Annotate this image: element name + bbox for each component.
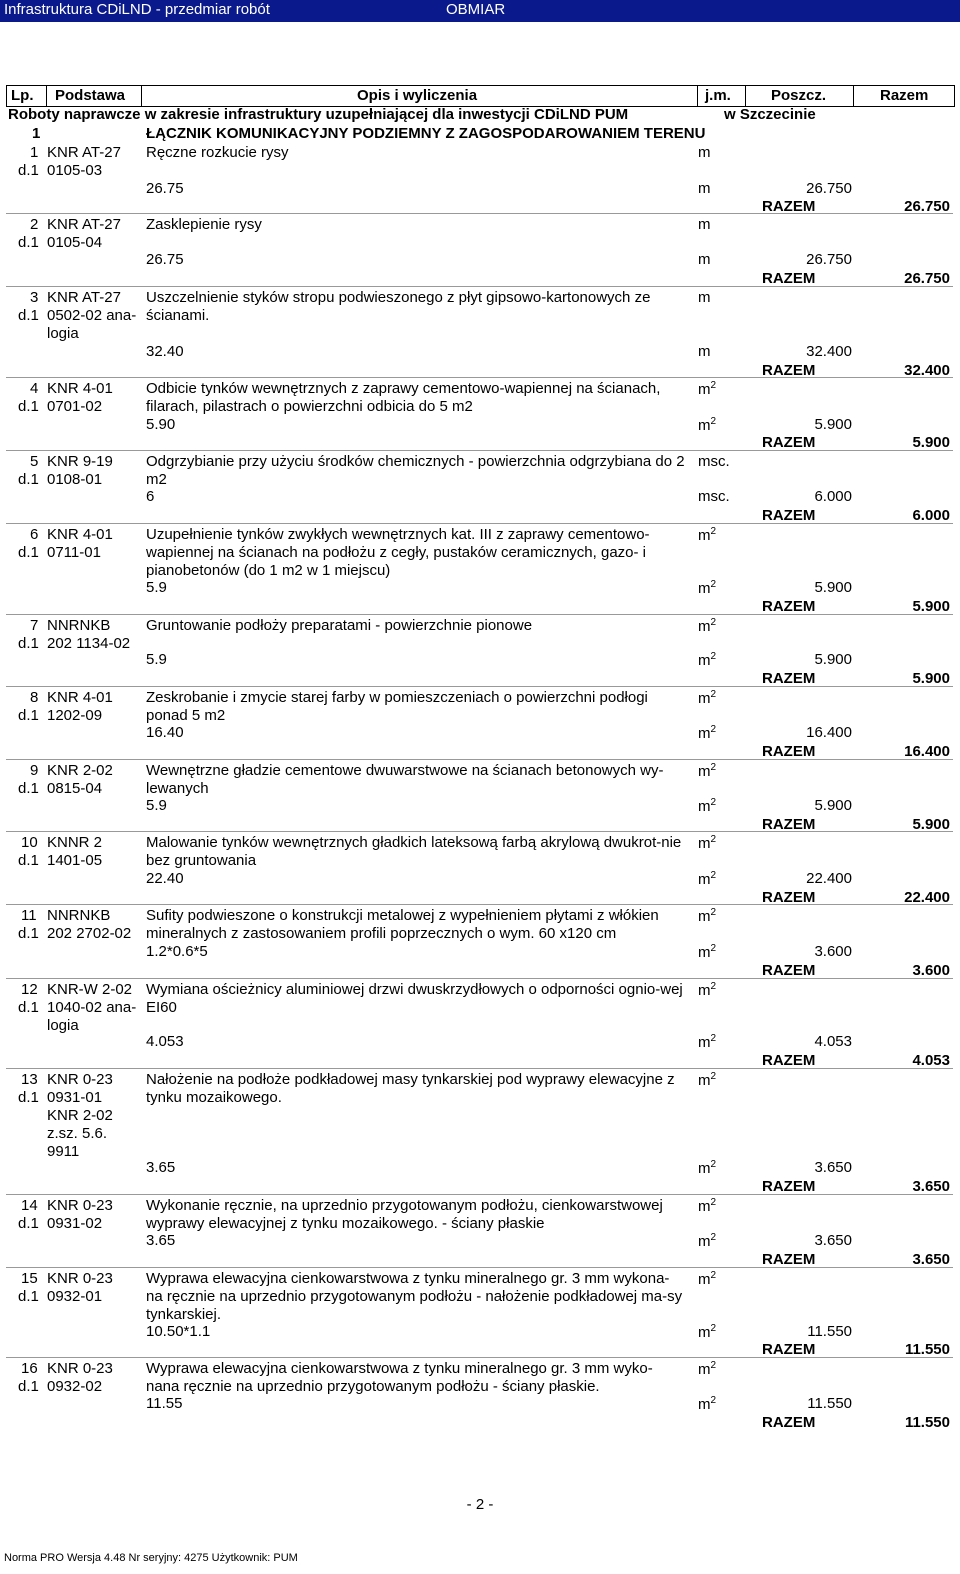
- item-sub: d.1: [18, 635, 39, 652]
- item-unit: m: [698, 289, 711, 306]
- razem-value: 22.400: [904, 889, 950, 906]
- item-calc-unit: $m^2$: [698, 1159, 717, 1177]
- item-unit: $m^2$: [698, 907, 717, 925]
- item-sub: d.1: [18, 1215, 39, 1232]
- table-header: [6, 85, 955, 107]
- item-calculation: 26.75: [146, 180, 184, 197]
- item-separator: [6, 1068, 953, 1069]
- item-sub: d.1: [18, 398, 39, 415]
- item-calc-unit: $m^2$: [698, 797, 717, 815]
- razem-label: RAZEM: [762, 743, 816, 760]
- item-calculation: 10.50*1.1: [146, 1323, 211, 1340]
- item-poszcz: 26.750: [806, 180, 852, 197]
- razem-value: 5.900: [912, 816, 950, 833]
- item-calculation: 1.2*0.6*5: [146, 943, 208, 960]
- item-unit: $m^2$: [698, 981, 717, 999]
- item-poszcz: 6.000: [814, 488, 852, 505]
- item-calc-unit: $m^2$: [698, 1232, 717, 1250]
- item-calculation: 5.9: [146, 651, 167, 668]
- item-poszcz: 3.600: [814, 943, 852, 960]
- item-separator: [6, 523, 953, 524]
- item-description: Odgrzybianie przy użyciu środków chemicznych - powierzchnia odgrzybiana do 2 m2: [146, 453, 685, 488]
- item-podstawa: KNR AT-27: [47, 289, 121, 306]
- item-number: 11: [21, 907, 37, 924]
- item-calc-unit: m: [698, 343, 711, 360]
- item-description: Uszczelnienie styków stropu podwieszonego z płyt gipsowo-kartonowych ze ścianami.: [146, 289, 651, 324]
- item-podstawa: KNR 0-23: [47, 1360, 113, 1377]
- window-title: Infrastruktura CDiLND - przedmiar robót: [4, 1, 270, 18]
- razem-value: 26.750: [904, 198, 950, 215]
- item-sub: d.1: [18, 1089, 39, 1106]
- item-separator: [6, 1357, 953, 1358]
- item-podstawa: KNNR 2: [47, 834, 103, 851]
- razem-label: RAZEM: [762, 1414, 816, 1431]
- item-sub: d.1: [18, 1378, 39, 1395]
- item-number: 1: [30, 144, 39, 161]
- item-calculation: 26.75: [146, 251, 184, 268]
- item-separator: [6, 904, 953, 905]
- razem-label: RAZEM: [762, 816, 816, 833]
- item-unit: $m^2$: [698, 1360, 717, 1378]
- item-calc-unit: m: [698, 180, 711, 197]
- item-description: Wewnętrzne gładzie cementowe dwuwarstwowe na ścianach betonowych wy-lewanych: [146, 762, 664, 797]
- item-podstawa: 202 2702-02: [47, 925, 132, 942]
- header-podstawa: Podstawa: [55, 87, 126, 104]
- item-poszcz: 5.900: [814, 579, 852, 596]
- item-description: Gruntowanie podłoży preparatami - powierzchnie pionowe: [146, 617, 533, 634]
- item-poszcz: 5.900: [814, 416, 852, 433]
- razem-label: RAZEM: [762, 889, 816, 906]
- item-calc-unit: $m^2$: [698, 1033, 717, 1051]
- item-sub: d.1: [18, 780, 39, 797]
- item-number: 3: [30, 289, 39, 306]
- item-poszcz: 5.900: [814, 651, 852, 668]
- razem-label: RAZEM: [762, 670, 816, 687]
- item-podstawa: 0932-02: [47, 1378, 103, 1395]
- razem-value: 26.750: [904, 270, 950, 287]
- header-lp: Lp.: [11, 87, 34, 104]
- item-calculation: 22.40: [146, 870, 184, 887]
- item-description: Wyprawa elewacyjna cienkowarstwowa z tynku mineralnego gr. 3 mm wykona-na ręcznie na uprzednio przygotowanym podłożu - nałożenie podkładowej ma-sy tynkarskiej.: [146, 1270, 683, 1323]
- item-calc-unit: $m^2$: [698, 1323, 717, 1341]
- item-podstawa: KNR AT-27: [47, 144, 121, 161]
- item-number: 4: [30, 380, 39, 397]
- item-separator: [6, 1267, 953, 1268]
- item-unit: $m^2$: [698, 762, 717, 780]
- item-podstawa: 9911: [47, 1143, 80, 1160]
- item-number: 6: [30, 526, 39, 543]
- item-description: Uzupełnienie tynków zwykłych wewnętrznych kat. III z zaprawy cementowo-wapiennej na ścianach na podłożu z cegły, pustaków ceramicznych, gazo- i pianobetonów (do 1 m2 w 1 miejscu): [146, 526, 650, 579]
- item-calculation: 3.65: [146, 1232, 176, 1249]
- item-podstawa: KNR-W 2-02: [47, 981, 133, 998]
- header-razem: Razem: [880, 87, 929, 104]
- header-jm: j.m.: [705, 87, 731, 104]
- item-number: 16: [21, 1360, 38, 1377]
- item-description: Wyprawa elewacyjna cienkowarstwowa z tynku mineralnego gr. 3 mm wyko-nana ręcznie na uprzednio przygotowanym podłożu - ściany płaskie.: [146, 1360, 653, 1395]
- item-unit: $m^2$: [698, 380, 717, 398]
- item-podstawa: KNR 2-02: [47, 1107, 113, 1124]
- razem-label: RAZEM: [762, 507, 816, 524]
- item-number: 14: [21, 1197, 38, 1214]
- item-description: Ręczne rozkucie rysy: [146, 144, 289, 161]
- item-sub: d.1: [18, 925, 39, 942]
- item-podstawa: 1040-02 ana-: [47, 999, 137, 1016]
- item-podstawa: z.sz. 5.6.: [47, 1125, 108, 1142]
- page-number: - 2 -: [466, 1496, 494, 1513]
- razem-value: 32.400: [904, 362, 950, 379]
- item-poszcz: 5.900: [814, 797, 852, 814]
- item-calc-unit: msc.: [698, 488, 730, 505]
- item-description: Odbicie tynków wewnętrznych z zaprawy cementowo-wapiennej na ścianach, filarach, pilastrach o powierzchni odbicia do 5 m2: [146, 380, 661, 415]
- item-podstawa: 202 1134-02: [47, 635, 131, 652]
- item-description: Wymiana ościeżnicy aluminiowej drzwi dwuskrzydłowych o odporności ognio-wej EI60: [146, 981, 683, 1016]
- item-podstawa: KNR 0-23: [47, 1270, 113, 1287]
- item-unit: m: [698, 144, 711, 161]
- razem-value: 3.650: [912, 1251, 950, 1268]
- item-separator: [6, 450, 953, 451]
- item-calculation: 16.40: [146, 724, 184, 741]
- item-number: 5: [30, 453, 39, 470]
- item-calculation: 5.9: [146, 579, 167, 596]
- item-calc-unit: m: [698, 251, 711, 268]
- item-sub: d.1: [18, 544, 39, 561]
- item-podstawa: 0931-02: [47, 1215, 103, 1232]
- item-podstawa: logia: [47, 1017, 79, 1034]
- item-calc-unit: $m^2$: [698, 651, 717, 669]
- item-poszcz: 32.400: [806, 343, 852, 360]
- item-podstawa: logia: [47, 325, 79, 342]
- item-sub: d.1: [18, 307, 39, 324]
- item-calc-unit: $m^2$: [698, 1395, 717, 1413]
- item-calc-unit: $m^2$: [698, 416, 717, 434]
- razem-label: RAZEM: [762, 198, 816, 215]
- item-separator: [6, 213, 953, 214]
- item-number: 15: [21, 1270, 38, 1287]
- item-podstawa: KNR 2-02: [47, 762, 113, 779]
- item-podstawa: 0701-02: [47, 398, 103, 415]
- item-podstawa: KNR 9-19: [47, 453, 113, 470]
- item-calc-unit: $m^2$: [698, 579, 717, 597]
- item-poszcz: 11.550: [807, 1395, 852, 1412]
- razem-value: 3.600: [912, 962, 950, 979]
- item-podstawa: KNR 0-23: [47, 1071, 113, 1088]
- item-sub: d.1: [18, 1288, 39, 1305]
- item-sub: d.1: [18, 707, 39, 724]
- item-number: 9: [30, 762, 39, 779]
- item-podstawa: KNR 4-01: [47, 689, 113, 706]
- item-description: Zeskrobanie i zmycie starej farby w pomieszczeniach o powierzchni podłogi ponad 5 m2: [146, 689, 648, 724]
- item-calculation: 11.55: [146, 1395, 183, 1412]
- item-unit: msc.: [698, 453, 730, 470]
- item-calculation: 3.65: [146, 1159, 176, 1176]
- item-unit: $m^2$: [698, 1270, 717, 1288]
- item-podstawa: 0815-04: [47, 780, 103, 797]
- item-podstawa: 0931-01: [47, 1089, 103, 1106]
- razem-label: RAZEM: [762, 1251, 816, 1268]
- item-poszcz: 16.400: [806, 724, 852, 741]
- item-sub: d.1: [18, 852, 39, 869]
- title-bar: [0, 0, 960, 22]
- item-podstawa: 1401-05: [47, 852, 103, 869]
- project-title: Roboty naprawcze w zakresie infrastruktury uzupełniającej dla inwestycji CDiLND PUM: [8, 106, 629, 123]
- razem-label: RAZEM: [762, 362, 816, 379]
- item-description: Nałożenie na podłoże podkładowej masy tynkarskiej pod wyprawy elewacyjne z tynku mozaikowego.: [146, 1071, 675, 1106]
- item-podstawa: KNR 4-01: [47, 380, 113, 397]
- razem-label: RAZEM: [762, 962, 816, 979]
- section-title: OBMIAR: [446, 1, 506, 18]
- item-unit: $m^2$: [698, 617, 717, 635]
- section-num: 1: [32, 125, 41, 142]
- item-unit: $m^2$: [698, 834, 717, 852]
- razem-label: RAZEM: [762, 1052, 816, 1069]
- item-unit: $m^2$: [698, 526, 717, 544]
- item-podstawa: KNR AT-27: [47, 216, 121, 233]
- item-calc-unit: $m^2$: [698, 943, 717, 961]
- item-sub: d.1: [18, 471, 39, 488]
- item-description: Wykonanie ręcznie, na uprzednio przygotowanym podłożu, cienkowarstwowej wyprawy elewacyjnej z tynku mozaikowego. - ściany płaskie: [146, 1197, 663, 1232]
- item-separator: [6, 286, 953, 287]
- item-poszcz: 3.650: [814, 1232, 852, 1249]
- header-opis: Opis i wyliczenia: [357, 87, 478, 104]
- razem-label: RAZEM: [762, 270, 816, 287]
- razem-label: RAZEM: [762, 598, 816, 615]
- razem-label: RAZEM: [762, 1178, 816, 1195]
- item-calculation: 5.9: [146, 797, 167, 814]
- item-calculation: 32.40: [146, 343, 184, 360]
- item-poszcz: 22.400: [806, 870, 852, 887]
- item-number: 2: [30, 216, 39, 233]
- item-number: 13: [21, 1071, 38, 1088]
- item-description: Malowanie tynków wewnętrznych gładkich lateksową farbą akrylową dwukrot-nie bez gruntowania: [146, 834, 682, 869]
- footer-text: Norma PRO Wersja 4.48 Nr seryjny: 4275 Użytkownik: PUM: [4, 1552, 298, 1564]
- item-poszcz: 3.650: [814, 1159, 852, 1176]
- header-poszcz: Poszcz.: [771, 87, 827, 104]
- item-podstawa: 0105-04: [47, 234, 103, 251]
- item-description: Zasklepienie rysy: [146, 216, 262, 233]
- item-sub: d.1: [18, 234, 39, 251]
- razem-value: 5.900: [912, 434, 950, 451]
- razem-value: 6.000: [912, 507, 950, 524]
- item-calc-unit: $m^2$: [698, 870, 717, 888]
- item-poszcz: 11.550: [807, 1323, 852, 1340]
- razem-value: 11.550: [904, 1341, 950, 1358]
- item-number: 10: [21, 834, 38, 851]
- item-separator: [6, 377, 953, 378]
- item-separator: [6, 1194, 953, 1195]
- item-poszcz: 26.750: [806, 251, 852, 268]
- item-calc-unit: $m^2$: [698, 724, 717, 742]
- item-sub: d.1: [18, 999, 39, 1016]
- item-podstawa: KNR 4-01: [47, 526, 113, 543]
- razem-value: 16.400: [904, 743, 950, 760]
- item-number: 12: [21, 981, 38, 998]
- section-title-text: ŁĄCZNIK KOMUNIKACYJNY PODZIEMNY Z ZAGOSPODAROWANIEM TERENU: [146, 125, 706, 142]
- project-location: w Szczecinie: [724, 106, 816, 123]
- item-podstawa: 0932-01: [47, 1288, 103, 1305]
- item-podstawa: 0711-01: [47, 544, 101, 561]
- item-separator: [6, 686, 953, 687]
- item-podstawa: KNR 0-23: [47, 1197, 113, 1214]
- item-calculation: 4.053: [146, 1033, 184, 1050]
- razem-value: 4.053: [912, 1052, 950, 1069]
- item-number: 8: [30, 689, 39, 706]
- item-unit: $m^2$: [698, 1197, 717, 1215]
- item-number: 7: [30, 617, 39, 634]
- item-calculation: 6: [146, 488, 155, 505]
- item-unit: m: [698, 216, 711, 233]
- razem-value: 3.650: [912, 1178, 950, 1195]
- item-podstawa: NNRNKB: [47, 617, 111, 634]
- item-poszcz: 4.053: [814, 1033, 852, 1050]
- item-podstawa: 0108-01: [47, 471, 103, 488]
- razem-value: 5.900: [912, 598, 950, 615]
- item-podstawa: 0105-03: [47, 162, 103, 179]
- item-unit: $m^2$: [698, 1071, 717, 1089]
- item-separator: [6, 978, 953, 979]
- razem-label: RAZEM: [762, 1341, 816, 1358]
- item-calculation: 5.90: [146, 416, 176, 433]
- razem-value: 11.550: [904, 1414, 950, 1431]
- item-separator: [6, 614, 953, 615]
- item-podstawa: 1202-09: [47, 707, 103, 724]
- item-description: Sufity podwieszone o konstrukcji metalowej z wypełnieniem płytami z włókien mineralnych z zastosowaniem profili poprzecznych o wym. 60 x120 cm: [146, 907, 659, 942]
- item-unit: $m^2$: [698, 689, 717, 707]
- item-podstawa: NNRNKB: [47, 907, 111, 924]
- item-separator: [6, 831, 953, 832]
- razem-value: 5.900: [912, 670, 950, 687]
- item-separator: [6, 759, 953, 760]
- item-sub: d.1: [18, 162, 39, 179]
- razem-label: RAZEM: [762, 434, 816, 451]
- item-podstawa: 0502-02 ana-: [47, 307, 137, 324]
